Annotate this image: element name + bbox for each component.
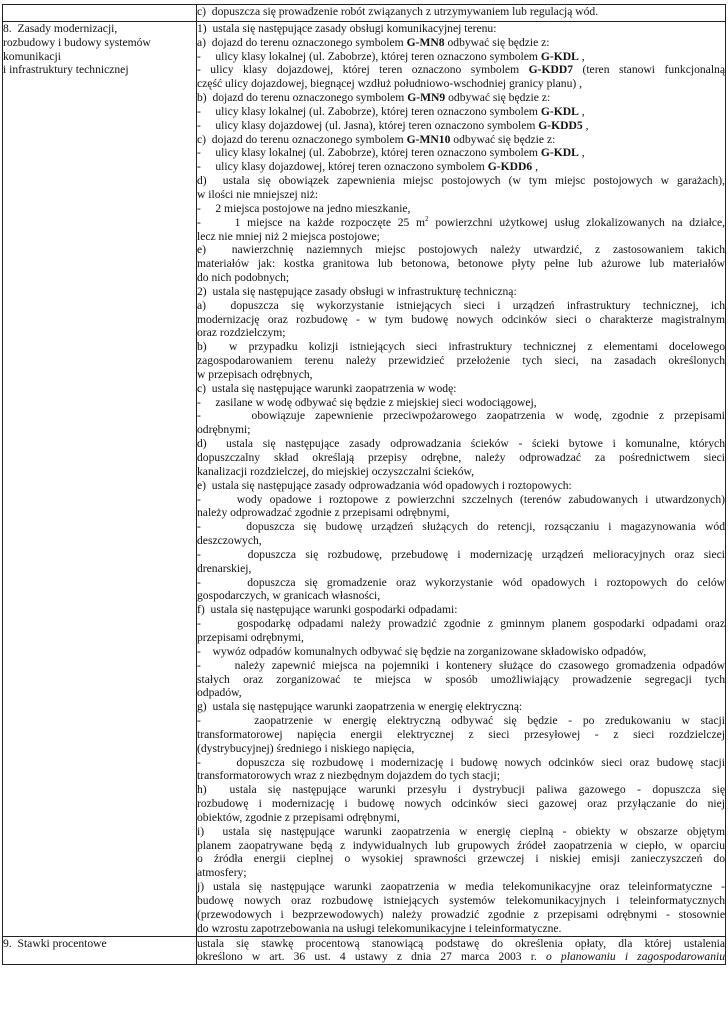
table-row xyxy=(3,21,726,936)
text-fragment: zagospodarowaniem terenu należy przewidzieć przełożenie tych sieci, na zasadach określonych xyxy=(197,354,725,368)
text-line xyxy=(197,728,725,742)
text-fragment: j) ustala się następujące warunki zaopatrzenia w media telekomunikacyjne oraz teleinformatyczne - xyxy=(197,880,725,894)
text-fragment: w ilości nie mniejszej niż: xyxy=(197,187,319,201)
text-fragment: , xyxy=(582,118,589,132)
text-fragment: g) ustala się następujące warunki zaopatrzenia w energię elektryczną: xyxy=(197,700,523,714)
text-fragment: - 1 miejsce na każde rozpoczęte 25 m xyxy=(197,215,426,229)
text-line xyxy=(197,852,725,866)
text-fragment: atmosfery; xyxy=(197,866,247,880)
text-fragment: planem zaopatrywane będą z indywidualnych lub grupowych źródeł zaopatrzenia w ciepło, w oparciu xyxy=(197,838,725,852)
text-fragment: - należy zapewnić miejsca na pojemniki i kontenery służące do czasowego gromadzenia odpadów xyxy=(197,658,725,672)
text-fragment: odbywać się będzie z: xyxy=(444,35,550,49)
section-title-cell xyxy=(3,5,197,22)
text-fragment: a) dojazd do terenu oznaczonego symbolem xyxy=(197,35,407,49)
text-fragment: gospodarczych, w granicach własności, xyxy=(197,589,381,603)
text-fragment: b) w przypadku kolizji istniejących sieci infrastruktury technicznej z elementami docelowego xyxy=(197,340,725,354)
text-line xyxy=(197,922,725,936)
section-title-text: komunikacji xyxy=(3,49,61,63)
text-line xyxy=(197,174,725,188)
text-line xyxy=(197,271,725,285)
zone-symbol: G-KDL xyxy=(540,146,579,160)
text-fragment: h) ustala się następujące warunki przesyłu i dystrybucji paliwa gazowego - dopuszcza się xyxy=(197,783,725,797)
section-title-line xyxy=(3,63,196,77)
text-fragment: - gospodarkę odpadami należy prowadzić zgodnie z gminnym planem gospodarki odpadami oraz xyxy=(197,617,725,631)
text-fragment: (teren stanowi funkcjonalną xyxy=(573,63,725,77)
text-fragment: oraz rozdzielczym; xyxy=(197,326,286,340)
text-line xyxy=(197,285,725,299)
section-number: 8. xyxy=(3,21,12,35)
text-line xyxy=(197,673,725,687)
text-line xyxy=(197,326,725,340)
text-fragment: d) ustala się następujące zasady odprowadzania ścieków - ścieki bytowe i komunalne, których xyxy=(197,437,725,451)
text-fragment: , xyxy=(578,146,585,160)
text-line xyxy=(197,880,725,894)
text-fragment: c) dojazd do terenu oznaczonego symbolem xyxy=(197,132,407,146)
text-line xyxy=(197,645,725,659)
text-line xyxy=(197,479,725,493)
text-line xyxy=(197,714,725,728)
text-line xyxy=(197,548,725,562)
text-fragment: odpadów, xyxy=(197,686,242,700)
text-fragment: c) ustala się następujące warunki zaopatrzenia w wodę: xyxy=(197,381,457,395)
text-fragment: kanalizacji rozdzielczej, do miejskiej oczyszczalni ścieków, xyxy=(197,464,475,478)
text-line xyxy=(197,216,725,230)
text-fragment: dopuszczalny skład określają przepisy odrębne, należy odprowadzać za pośrednictwem sieci xyxy=(197,451,725,464)
text-line xyxy=(197,354,725,368)
zone-symbol: G-KDL xyxy=(540,49,579,63)
text-line xyxy=(197,576,725,590)
section-title-text: Zasady modernizacji, xyxy=(17,21,118,35)
text-fragment: odrębnymi; xyxy=(197,423,251,437)
text-fragment: przepisami odrębnymi, xyxy=(197,630,304,644)
text-fragment: , xyxy=(578,104,585,118)
text-line xyxy=(197,520,725,534)
text-fragment: - 2 miejsca postojowe na jedno mieszkanie, xyxy=(197,201,411,215)
text-line xyxy=(197,50,725,64)
table-row xyxy=(3,936,726,965)
section-content-cell xyxy=(197,21,726,936)
text-fragment: obiektów, zgodnie z przepisami odrębnymi, xyxy=(197,810,400,824)
text-fragment: transformatorowej napięcia energii elektrycznej z sieci przesyłowej - z sieci rozdzielczej xyxy=(197,727,725,741)
text-fragment: - wody opadowe i roztopowe z powierzchni szczelnych (terenów zabudowanych i utwardzonych) xyxy=(197,492,725,506)
text-line xyxy=(197,257,725,271)
text-line xyxy=(197,396,725,410)
text-line xyxy=(197,437,725,451)
text-fragment: (przewodowych i bezprzewodowych) należy prowadzić zgodnie z przepisami odrębnymi - stosownie xyxy=(197,907,725,921)
text-fragment: 2) ustala się następujące zasady obsługi w infrastrukturę techniczną: xyxy=(197,284,517,298)
text-line xyxy=(197,700,725,714)
text-line xyxy=(197,146,725,160)
section-title-text: i infrastruktury technicznej xyxy=(3,63,129,77)
text-fragment: - wywóz odpadów komunalnych odbywać się będzie na zorganizowane składowisko odpadów, xyxy=(197,644,647,658)
text-line xyxy=(197,230,725,244)
text-fragment: - ulicy klasy lokalnej (ul. Zabobrze), której teren oznaczono symbolem xyxy=(197,104,541,118)
text-fragment: do nich podobnych; xyxy=(197,271,290,285)
text-line xyxy=(197,77,725,91)
text-fragment: odbywać się będzie z: xyxy=(450,132,556,146)
text-fragment: i) ustala się następujące warunki zaopatrzenia w energię cieplną - obiekty w obszarze objętym xyxy=(197,824,725,838)
text-line xyxy=(197,603,725,617)
text-fragment: deszczowych, xyxy=(197,534,262,548)
text-fragment: , xyxy=(578,49,585,63)
zone-symbol: G-MN10 xyxy=(406,132,451,146)
text-line xyxy=(197,811,725,825)
text-line xyxy=(197,188,725,202)
section-title-cell xyxy=(3,936,197,965)
text-line xyxy=(197,797,725,811)
text-line xyxy=(197,742,725,756)
text-line xyxy=(197,659,725,673)
text-fragment: e) ustala się następujące zasady odprowadzania wód opadowych i roztopowych: xyxy=(197,478,572,492)
text-fragment: lecz nie mniej niż 2 miejsca postojowe; xyxy=(197,229,380,243)
section-title-line xyxy=(3,36,196,50)
text-fragment: modernizację oraz rozbudowę - w tym budowę nowych odcinków sieci o charakterze magistralnym xyxy=(197,312,725,326)
text-line xyxy=(197,937,725,951)
text-fragment: - zasilane w wodę odbywać się będzie z miejskiej sieci wodociągowej, xyxy=(197,395,537,409)
text-line xyxy=(197,105,725,119)
text-fragment: odbywać się będzie z: xyxy=(445,91,551,105)
plan-provisions-table xyxy=(2,4,726,965)
zone-symbol: G-MN8 xyxy=(406,35,445,49)
zone-symbol: G-KDD7 xyxy=(528,63,574,77)
text-fragment: określono w art. 36 ust. 4 ustawy z dnia 27 marca 2003 r. xyxy=(197,950,546,964)
text-line xyxy=(197,866,725,880)
text-fragment: - ulicy klasy dojazdowej, której teren oznaczono symbolem xyxy=(197,63,529,77)
text-line xyxy=(197,36,725,50)
text-fragment: materiałów jak: kostka granitowa lub betonowa, betonowe płyty pełne lub ażurowe lub materiałów xyxy=(197,257,725,271)
text-line xyxy=(197,894,725,908)
text-fragment: - dopuszcza się budowę urządzeń służących do retencji, rozsączaniu i magazynowania wód xyxy=(197,520,725,534)
zone-symbol: G-KDL xyxy=(540,104,579,118)
section-title-text: rozbudowy i budowy systemów xyxy=(3,35,151,49)
text-line xyxy=(197,313,725,327)
text-line xyxy=(197,506,725,520)
text-line xyxy=(197,160,725,174)
text-line xyxy=(197,534,725,548)
section-content-cell xyxy=(197,5,726,22)
zone-symbol: G-KDD6 xyxy=(487,160,533,174)
text-line xyxy=(197,908,725,922)
text-fragment: do wzrostu zapotrzebowania na usługi telekomunikacyjne i teleinformatyczne. xyxy=(197,921,562,935)
italic-title: o planowaniu i zagospodarowaniu xyxy=(546,950,725,964)
text-fragment: - zaopatrzenie w energię elektryczną odbywać się będzie - po zredukowaniu w stacji xyxy=(197,714,725,728)
text-line xyxy=(197,22,725,36)
text-line xyxy=(197,783,725,797)
text-fragment: - ulicy klasy dojazdowej (ul. Jasna), której teren oznaczono symbolem xyxy=(197,118,539,132)
text-fragment: drenarskiej, xyxy=(197,561,252,575)
text-fragment: powierzchni użytkowej usług zlokalizowanych na działce, xyxy=(428,215,725,229)
text-fragment: e) nawierzchnię naziemnych miejsc postojowych należy utwardzić, z zastosowaniem takich xyxy=(197,243,725,257)
text-line xyxy=(197,769,725,783)
text-fragment: - ulicy klasy lokalnej (ul. Zabobrze), której teren oznaczono symbolem xyxy=(197,49,541,63)
text-line xyxy=(197,243,725,257)
text-line xyxy=(197,451,725,465)
zone-symbol: G-MN9 xyxy=(407,91,446,105)
table-row xyxy=(3,5,726,22)
text-line xyxy=(197,409,725,423)
text-fragment: b) dojazd do terenu oznaczonego symbolem xyxy=(197,91,408,105)
text-fragment: - ulicy klasy lokalnej (ul. Zabobrze), której teren oznaczono symbolem xyxy=(197,146,541,160)
section-title-cell xyxy=(3,21,197,936)
text-line xyxy=(197,423,725,437)
text-fragment: 1) ustala się następujące zasady obsługi komunikacyjnej terenu: xyxy=(197,21,497,35)
superscript: 2 xyxy=(425,215,429,223)
text-fragment: (dystrybucyjnej) średniego i niskiego napięcia, xyxy=(197,741,415,755)
text-fragment: transformatorowych wraz z niezbędnym dojazdem do tych stacji; xyxy=(197,769,500,783)
text-line xyxy=(197,368,725,382)
text-fragment: - dopuszcza się gromadzenie oraz wykorzystanie wód opadowych i roztopowych do celów xyxy=(197,575,725,589)
section-title-text: Stawki procentowe xyxy=(17,936,107,950)
section-number: 9. xyxy=(3,936,12,950)
text-line xyxy=(197,202,725,216)
text-fragment: , xyxy=(532,160,538,174)
text-line xyxy=(197,839,725,853)
section-content-cell xyxy=(197,936,726,965)
text-fragment: a) dopuszcza się wykorzystanie istniejących sieci i urządzeń infrastruktury technicznej, ich xyxy=(197,298,725,312)
text-line xyxy=(197,299,725,313)
text-fragment: c) dopuszcza się prowadzenie robót związanych z utrzymywaniem lub regulacją wód. xyxy=(197,5,599,18)
text-fragment: część ulicy dojazdowej, biegnącej wzdłuż południowo-wschodniej granicy planu) , xyxy=(197,77,583,91)
text-fragment: d) ustala się obowiązek zapewnienia miejsc postojowych (w tym miejsc postojowych w garażach), xyxy=(197,174,725,188)
text-fragment: - dopuszcza się rozbudowę i modernizację i budowę nowych odcinków sieci oraz budowę stacji xyxy=(197,755,725,769)
text-line xyxy=(197,756,725,770)
text-fragment: o źródła energii cieplnej o wysokiej sprawności grzewczej i niskiej emisji zanieczyszczeń do xyxy=(197,852,725,866)
text-fragment: rozbudowę i modernizację i budowę nowych odcinków sieci gazowej oraz przyłączanie do niej xyxy=(197,797,725,811)
text-line xyxy=(197,950,725,964)
text-line xyxy=(197,5,725,19)
section-title-line xyxy=(3,50,196,64)
text-line xyxy=(197,133,725,147)
text-line xyxy=(197,493,725,507)
text-line xyxy=(197,631,725,645)
section-title-line xyxy=(3,22,196,36)
text-fragment: ustala się stawkę procentową stanowiącą podstawę do określenia opłaty, dla której ustalenia xyxy=(197,936,725,950)
text-fragment: budowę nowych oraz rozbudowę istniejących systemów telekomunikacyjnych i teleinformatycznych xyxy=(197,894,725,907)
text-fragment: - dopuszcza się rozbudowę, przebudowę i modernizację urządzeń melioracyjnych oraz sieci xyxy=(197,547,725,561)
zone-symbol: G-KDD5 xyxy=(538,118,583,132)
text-line xyxy=(197,465,725,479)
text-line xyxy=(197,589,725,603)
text-line xyxy=(197,119,725,133)
text-line xyxy=(197,617,725,631)
text-line xyxy=(197,825,725,839)
text-fragment: f) ustala się następujące warunki gospodarki odpadami: xyxy=(197,603,458,617)
text-fragment: w przepisach odrębnych, xyxy=(197,367,313,381)
text-line xyxy=(197,686,725,700)
section-title-line xyxy=(3,937,196,951)
text-line xyxy=(197,91,725,105)
text-line xyxy=(197,562,725,576)
text-fragment: - ulicy klasy dojazdowej, której teren oznaczono symbolem xyxy=(197,160,488,174)
text-fragment: należy odprowadzać zgodnie z przepisami odrębnymi, xyxy=(197,506,450,520)
text-fragment: stałych oraz zorganizować te miejsca w sposób umożliwiający prowadzenie segregacji tych xyxy=(197,672,725,686)
text-line xyxy=(197,382,725,396)
text-line xyxy=(197,63,725,77)
text-fragment: - obowiązuje zapewnienie przeciwpożarowego zaopatrzenia w wodę, zgodnie z przepisami xyxy=(197,409,725,423)
text-line xyxy=(197,340,725,354)
